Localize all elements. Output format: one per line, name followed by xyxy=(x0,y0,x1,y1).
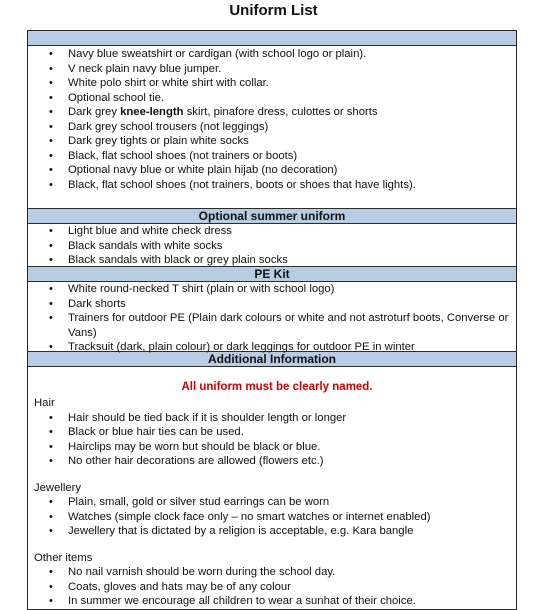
list-item: • Coats, gloves and hats may be of any colour xyxy=(28,580,516,595)
list-item: • Black or blue hair ties can be used. xyxy=(28,425,516,440)
list-item: • Dark grey school trousers (not leggings) xyxy=(28,120,516,135)
pe-kit-section xyxy=(28,282,516,351)
list-item: • Black sandals with black or grey plain socks xyxy=(28,253,516,268)
naming-notice: All uniform must be clearly named. xyxy=(181,381,373,393)
list-item: • Hairclips may be worn but should be black or blue. xyxy=(28,440,516,455)
list-item: • In summer we encourage all children to wear a sunhat of their choice. xyxy=(28,594,516,609)
list-item: • Tracksuit (dark, plain colour) or dark leggings for outdoor PE in winter xyxy=(28,340,516,355)
list-item: • No other hair decorations are allowed (flowers etc.) xyxy=(28,454,516,469)
list-item: • V neck plain navy blue jumper. xyxy=(28,62,516,77)
list-item: • Black, flat school shoes (not trainers or boots) xyxy=(28,149,516,164)
list-item: • No nail varnish should be worn during the school day. xyxy=(28,565,516,580)
main-uniform-header xyxy=(28,31,516,46)
list-item: • White polo shirt or white shirt with collar. xyxy=(28,76,516,91)
list-item: • White round-necked T shirt (plain or with school logo) xyxy=(28,282,516,297)
list-item: • Dark shorts xyxy=(28,297,516,312)
list-item: • Hair should be tied back if it is shoulder length or longer xyxy=(28,411,516,426)
list-item: • Light blue and white check dress xyxy=(28,224,516,239)
other-items-list xyxy=(28,565,516,609)
other-items-label: Other items xyxy=(34,551,93,564)
list-item: • Dark grey tights or plain white socks xyxy=(28,134,516,149)
list-item: • Optional navy blue or white plain hijab (no decoration) xyxy=(28,163,516,178)
main-uniform-list xyxy=(28,47,516,192)
list-item: • Trainers for outdoor PE (Plain dark colours or white and not astroturf boots, Converse or Vans) xyxy=(28,311,516,340)
hair-list xyxy=(28,411,516,469)
page-title: Uniform List xyxy=(229,2,318,19)
list-item: • Navy blue sweatshirt or cardigan (with school logo or plain). xyxy=(28,47,516,62)
list-item: • Plain, small, gold or silver stud earrings can be worn xyxy=(28,495,516,510)
jewellery-list xyxy=(28,495,516,539)
item-text: skirt, pinafore dress, culottes or shorts xyxy=(183,106,378,118)
list-item: • Black sandals with white socks xyxy=(28,239,516,254)
summer-uniform-header: Optional summer uniform xyxy=(28,208,516,224)
spacer xyxy=(28,539,516,551)
pe-kit-list xyxy=(28,282,516,355)
uniform-table xyxy=(27,30,517,610)
hair-label: Hair xyxy=(34,397,55,409)
pe-kit-header: PE Kit xyxy=(28,266,516,282)
spacer xyxy=(28,469,516,481)
main-uniform-section xyxy=(28,46,516,208)
list-item: • Watches (simple clock face only – no smart watches or internet enabled) xyxy=(28,510,516,525)
list-item: • Jewellery that is dictated by a religion is acceptable, e.g. Kara bangle xyxy=(28,524,516,539)
jewellery-label: Jewellery xyxy=(34,481,82,494)
list-item xyxy=(28,105,516,120)
list-item: • Black, flat school shoes (not trainers, boots or shoes that have lights). xyxy=(28,178,516,193)
bold-text: knee-length xyxy=(120,106,184,118)
item-text: Dark grey xyxy=(68,106,121,118)
additional-info-header: Additional Information xyxy=(28,351,516,367)
summer-uniform-list xyxy=(28,224,516,268)
additional-info-section xyxy=(28,381,516,609)
list-item: • Optional school tie. xyxy=(28,91,516,106)
summer-uniform-section xyxy=(28,224,516,266)
